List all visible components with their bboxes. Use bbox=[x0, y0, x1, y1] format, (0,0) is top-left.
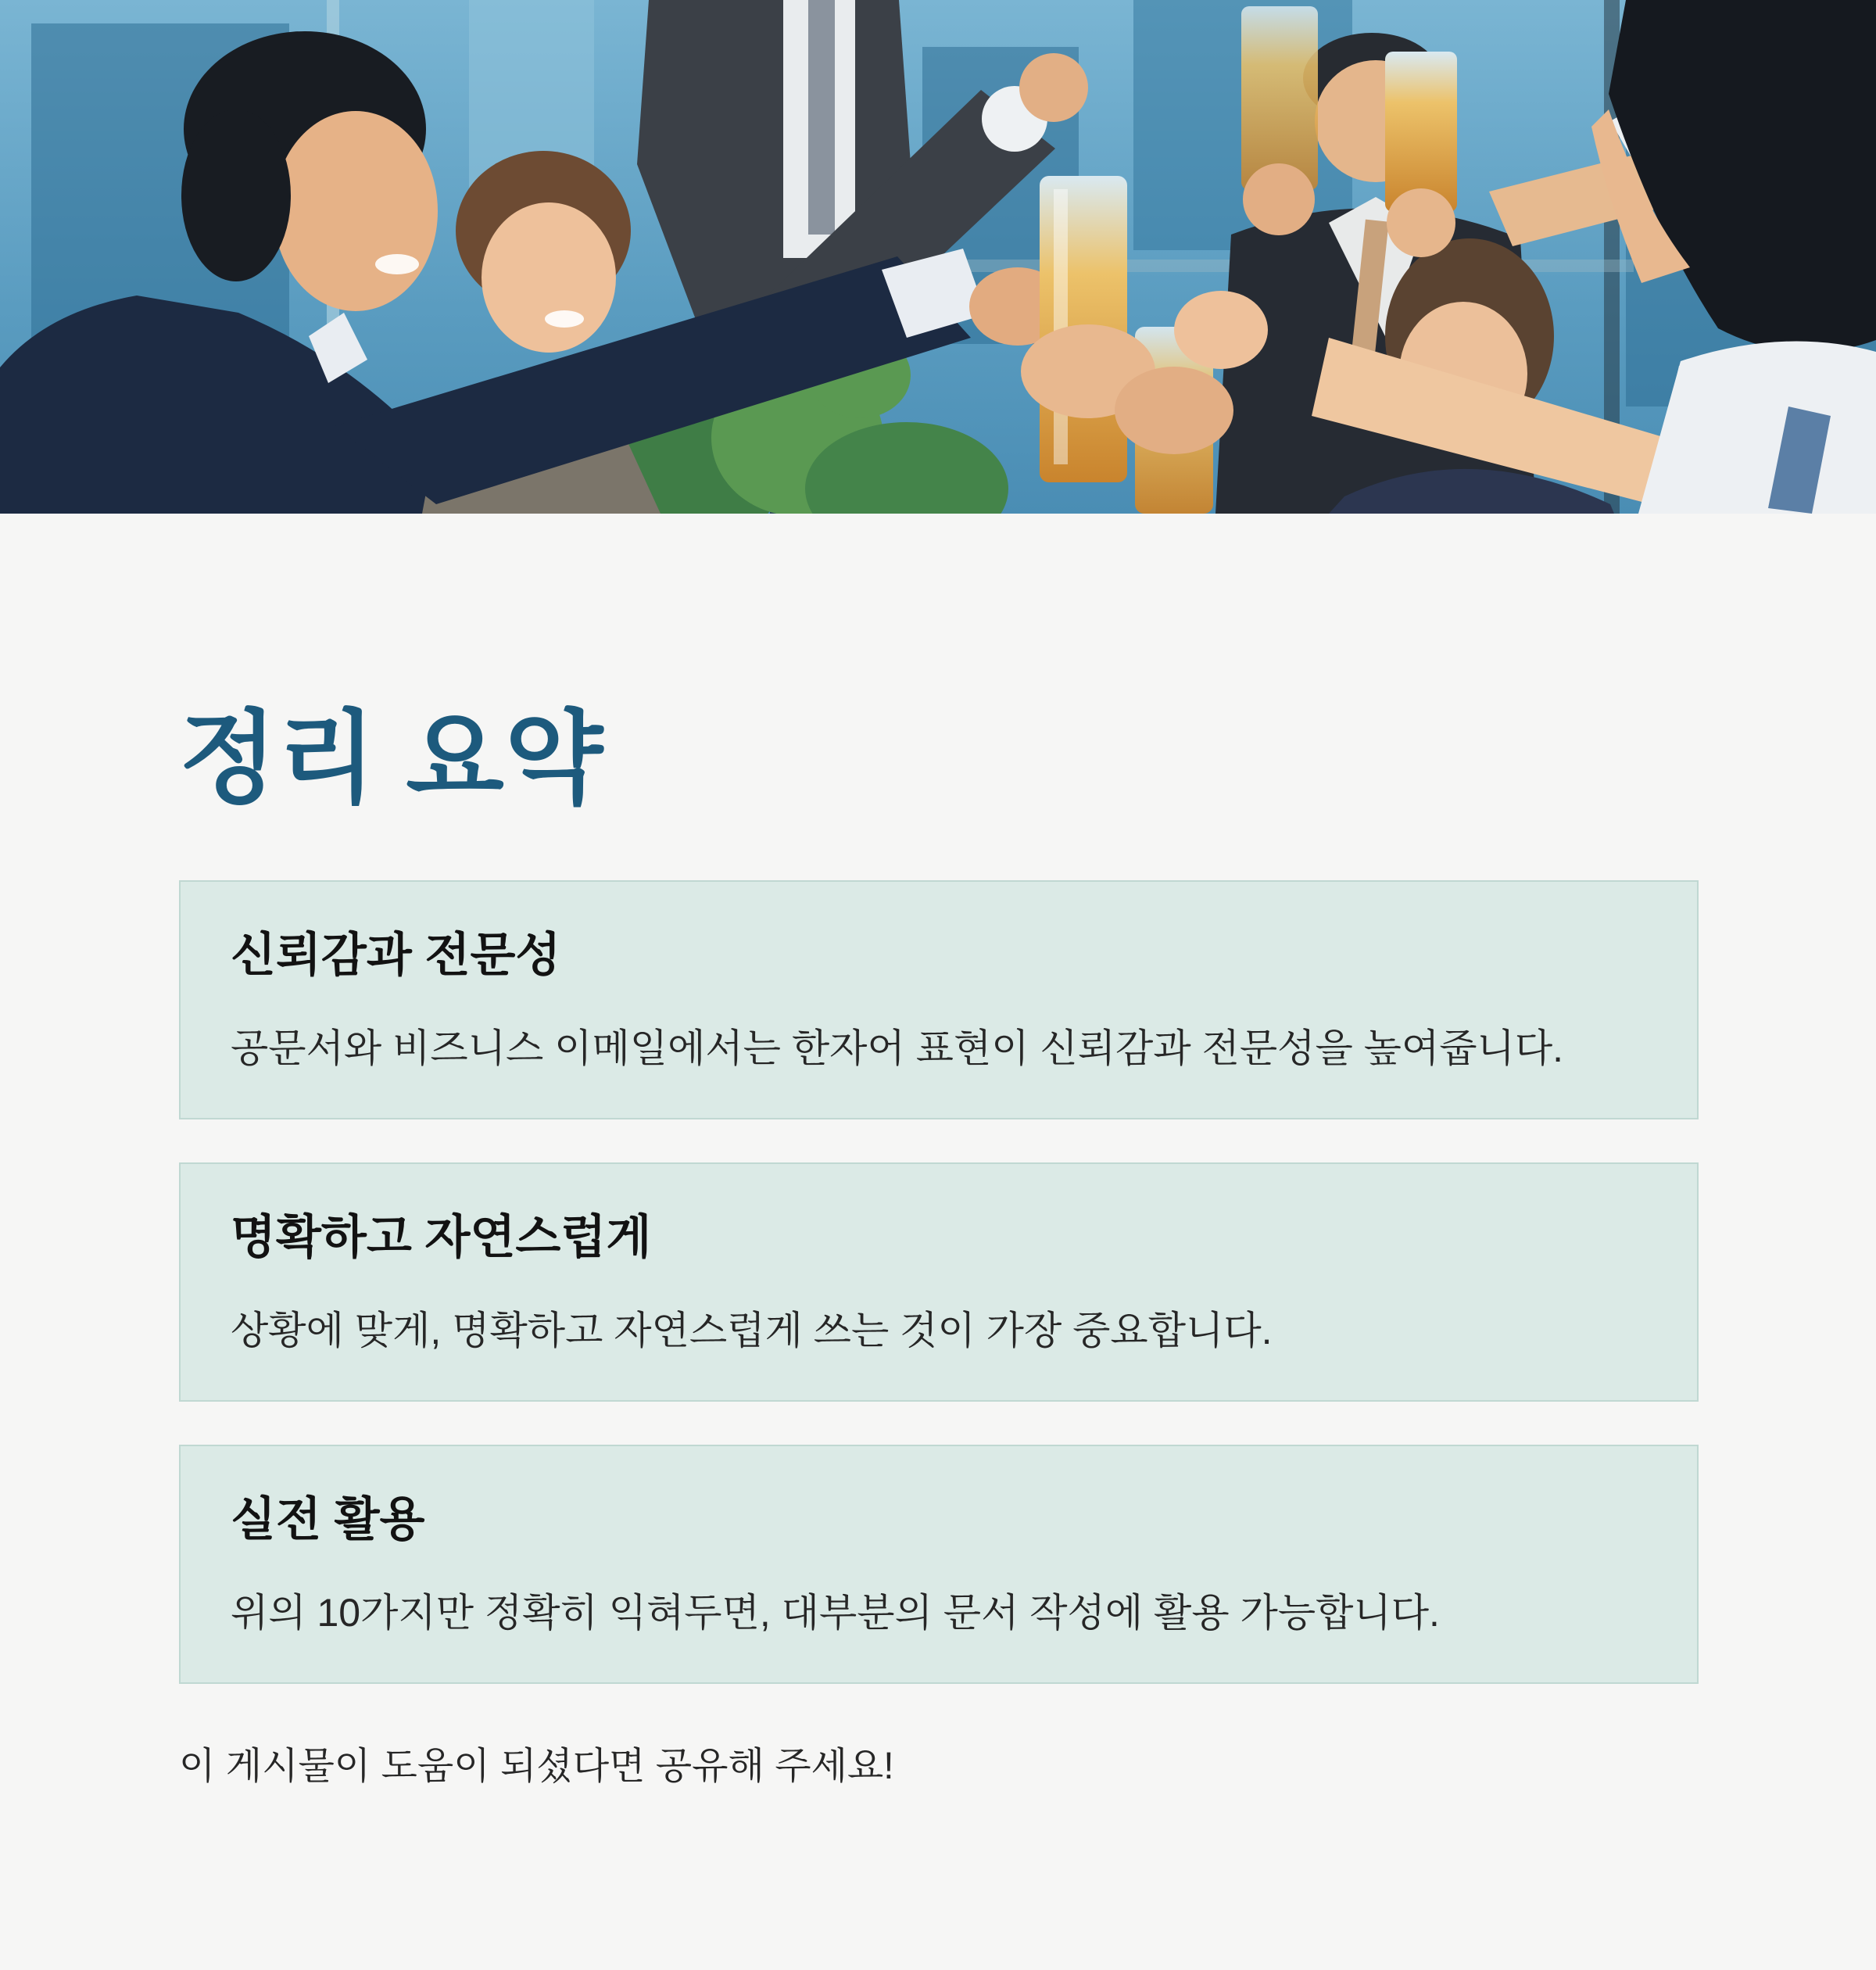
card-body: 공문서와 비즈니스 이메일에서는 한자어 표현이 신뢰감과 전문성을 높여줍니다. bbox=[231, 1026, 1564, 1070]
summary-card-2 bbox=[179, 1162, 1699, 1402]
page-title: 정리 요약 bbox=[179, 701, 604, 815]
hero-image bbox=[0, 0, 1876, 514]
summary-card-3 bbox=[179, 1445, 1699, 1684]
summary-section bbox=[179, 701, 1699, 1793]
share-prompt: 이 게시물이 도움이 되셨다면 공유해 주세요! bbox=[179, 1746, 894, 1787]
card-heading: 명확하고 자연스럽게 bbox=[231, 1211, 652, 1263]
card-body: 위의 10가지만 정확히 익혀두면, 대부분의 문서 작성에 활용 가능합니다. bbox=[231, 1591, 1440, 1635]
card-body: 상황에 맞게, 명확하고 자연스럽게 쓰는 것이 가장 중요합니다. bbox=[231, 1309, 1273, 1352]
card-heading: 실전 활용 bbox=[231, 1493, 425, 1546]
summary-card-1 bbox=[179, 880, 1699, 1119]
card-heading: 신뢰감과 전문성 bbox=[231, 929, 561, 981]
hero-illustration bbox=[0, 0, 1876, 514]
